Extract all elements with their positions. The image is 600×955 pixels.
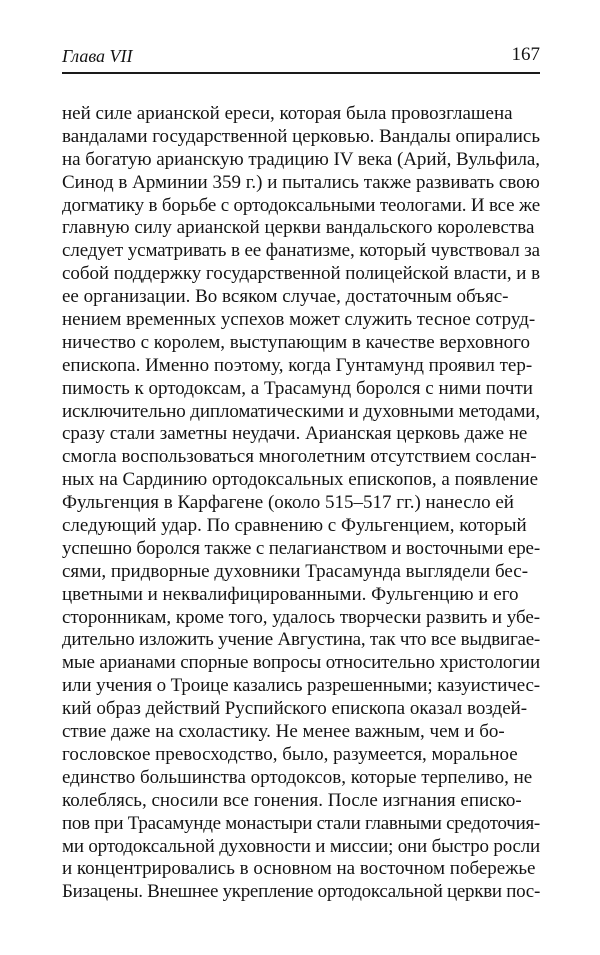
text-line: Фульгенция в Карфагене (около 515–517 гг.) нанесло ей bbox=[62, 492, 514, 514]
text-line: кий образ действий Руспийского епископа оказал воздей- bbox=[62, 698, 528, 720]
text-line: ее организации. Во всяком случае, достаточным объяс- bbox=[62, 286, 509, 308]
text-line: сторонникам, кроме того, удалось творчески развить и убе- bbox=[62, 606, 540, 628]
running-header bbox=[62, 44, 540, 70]
text-line: ми ортодоксальной духовности и миссии; они быстро росли bbox=[62, 835, 540, 857]
text-line: пимость к ортодоксам, а Трасамунд боролся с ними почти bbox=[62, 377, 533, 399]
text-line: на богатую арианскую традицию IV века (Арий, Вульфила, bbox=[62, 148, 540, 170]
text-line: сразу стали заметны неудачи. Арианская церковь даже не bbox=[62, 423, 528, 445]
text-line: мые арианами спорные вопросы относительно христологии bbox=[62, 652, 540, 674]
text-line: собой поддержку государственной полицейской власти, и в bbox=[62, 263, 540, 285]
text-line: вандалами государственной церковью. Вандалы опирались bbox=[62, 125, 540, 147]
text-line: колеблясь, сносили все гонения. После изгнания еписко- bbox=[62, 789, 522, 811]
text-line: епископа. Именно поэтому, когда Гунтамунд проявил тер- bbox=[62, 354, 533, 376]
body-text bbox=[62, 103, 540, 904]
text-line: смогла воспользоваться многолетним отсутствием сослан- bbox=[62, 446, 537, 468]
chapter-title: Глава VII bbox=[62, 46, 133, 66]
text-line: нением временных успехов может служить тесное сотруд- bbox=[62, 309, 536, 331]
text-line: следует усматривать в ее фанатизме, который чувствовал за bbox=[62, 240, 540, 262]
text-line: исключительно дипломатическими и духовными методами, bbox=[62, 400, 540, 422]
text-line: ных на Сардинию ортодоксальных епископов, а появление bbox=[62, 469, 539, 491]
text-line: цветными и неквалифицированными. Фульгенцию и его bbox=[62, 583, 519, 605]
text-line: или учения о Троице казались разрешенными; казуистичес- bbox=[62, 675, 540, 697]
text-line: Синод в Арминии 359 г.) и пытались также развивать свою bbox=[62, 171, 540, 193]
text-line: Бизацены. Внешнее укрепление ортодоксальной церкви пос- bbox=[62, 881, 540, 903]
text-line: догматику в борьбе с ортодоксальными теологами. И все же bbox=[62, 194, 540, 216]
text-line: следующий удар. По сравнению с Фульгенцием, который bbox=[62, 515, 527, 537]
text-line: единство большинства ортодоксов, которые терпеливо, не bbox=[62, 766, 533, 788]
text-line: гословское превосходство, было, разумеется, моральное bbox=[62, 743, 518, 765]
header-rule bbox=[62, 72, 540, 74]
text-line: успешно боролся также с пелагианством и восточными ере- bbox=[62, 537, 540, 559]
text-line: ствие даже на схоластику. Не менее важным, чем и бо- bbox=[62, 721, 505, 743]
text-line: дительно изложить учение Августина, так что все выдвигае- bbox=[62, 629, 541, 651]
text-line: ничество с королем, выступающим в качестве верховного bbox=[62, 331, 530, 353]
text-line: пов при Трасамунде монастыри стали главными средоточия- bbox=[62, 812, 540, 834]
text-line: и концентрировались в основном на восточном побережье bbox=[62, 858, 536, 880]
text-line: главную силу арианской церкви вандальского королевства bbox=[62, 217, 535, 239]
text-line: ней силе арианской ереси, которая была провозглашена bbox=[62, 103, 513, 124]
text-line: сями, придворные духовники Трасамунда выглядели бес- bbox=[62, 560, 529, 582]
page-number: 167 bbox=[511, 44, 540, 65]
